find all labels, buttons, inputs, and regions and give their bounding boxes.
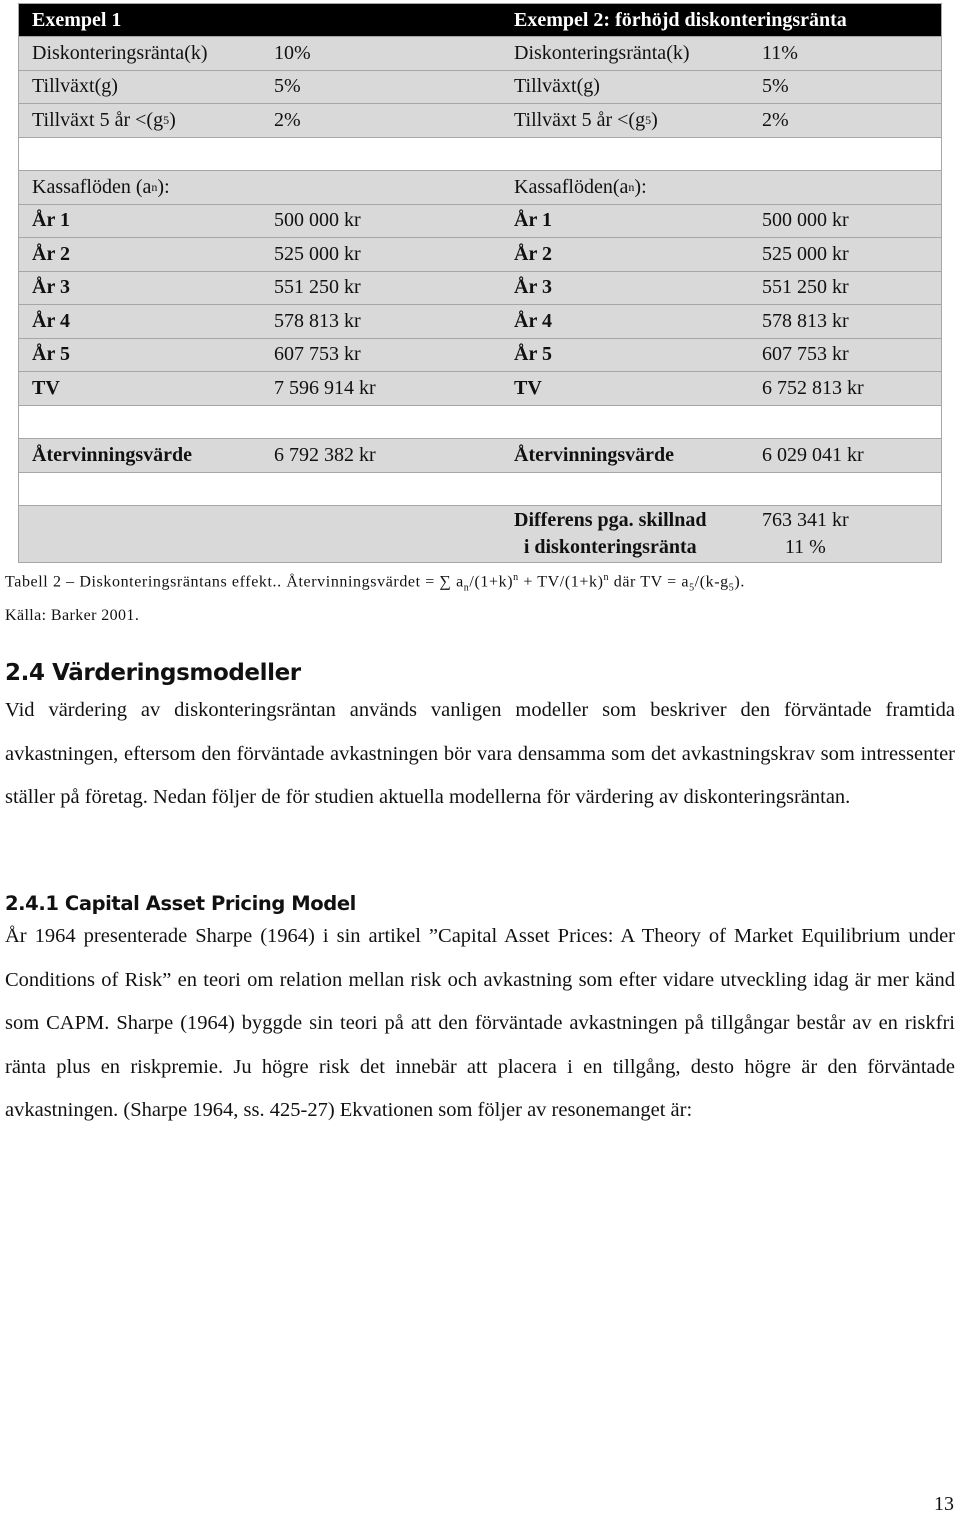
table-row — [18, 171, 942, 205]
page-number: 13 — [934, 1493, 954, 1515]
header-example-2: Exempel 2: förhöjd diskonteringsränta — [514, 8, 847, 31]
table-spacer-row — [18, 138, 942, 172]
table-source: Källa: Barker 2001. — [5, 607, 140, 624]
param-label: Diskonteringsränta(k) — [32, 41, 208, 64]
tv-label: TV — [32, 376, 60, 399]
recovery-label: Återvinningsvärde — [32, 443, 192, 466]
table-spacer-row — [18, 406, 942, 440]
year-label: År 2 — [514, 242, 552, 265]
cashflow-value: 500 000 kr — [274, 209, 361, 232]
param-value: 10% — [274, 41, 311, 64]
year-label: År 1 — [32, 209, 70, 232]
subsection-heading: 2.4.1 Capital Asset Pricing Model — [5, 892, 356, 915]
param-value: 2% — [762, 108, 789, 131]
year-label: År 3 — [32, 276, 70, 299]
year-label: År 3 — [514, 276, 552, 299]
cashflow-value: 578 813 kr — [274, 309, 361, 332]
valuation-table — [18, 3, 942, 563]
table-spacer-row — [18, 473, 942, 507]
recovery-value: 6 029 041 kr — [762, 443, 864, 466]
year-label: År 1 — [514, 209, 552, 232]
table-row — [18, 305, 942, 339]
param-value: 2% — [274, 108, 301, 131]
recovery-label: Återvinningsvärde — [514, 443, 674, 466]
cashflow-value: 525 000 kr — [762, 242, 849, 265]
tv-value: 6 752 813 kr — [762, 376, 864, 399]
section-body: Vid värdering av diskonteringsräntan används vanligen modeller som beskriver den förväntade framtida avkastningen, eftersom den förväntade avkastningen bör vara densamma som det avkastningskrav som intressenter ställer på företag. Nedan följer de för studien aktuella modellerna för värdering av diskonteringsräntan. — [5, 699, 955, 808]
cashflow-value: 525 000 kr — [274, 242, 361, 265]
difference-value: 763 341 kr 11 % — [762, 509, 849, 558]
table-row — [18, 205, 942, 239]
table-row — [18, 272, 942, 306]
subsection-body: År 1964 presenterade Sharpe (1964) i sin artikel ”Capital Asset Prices: A Theory of Market Equilibrium under Conditions of Risk” en teori om relation mellan risk och avkastning som efter vidare utveckling idag är mer känd som CAPM. Sharpe (1964) byggde sin teori på att den förväntade avkastningen på tillgångar består av en riskfri ränta plus en riskpremie. Ju högre risk det innebär att placera i en tillgång, desto högre är den förväntade avkastningen. (Sharpe 1964, ss. 425-27) Ekvationen som följer av resonemanget är: — [5, 925, 955, 1121]
table-caption: Tabell 2 – Diskonteringsräntans effekt.. Återvinningsvärdet = ∑ $a_n/(1+k)^n + TV/(1+k)^n$ där TV = $a_5/(k-g_5)$. — [5, 572, 745, 594]
year-label: År 5 — [32, 343, 70, 366]
cashflow-value: 551 250 kr — [762, 276, 849, 299]
difference-label: Differens pga. skillnad i diskonteringsränta — [514, 509, 707, 558]
param-label: Tillväxt(g) — [32, 75, 118, 98]
cashflow-value: 607 753 kr — [274, 343, 361, 366]
year-label: År 2 — [32, 242, 70, 265]
cashflow-value: 578 813 kr — [762, 309, 849, 332]
recovery-value: 6 792 382 kr — [274, 443, 376, 466]
year-label: År 4 — [32, 309, 70, 332]
param-value: 5% — [762, 75, 789, 98]
param-value: 11% — [762, 41, 798, 64]
cashflow-value: 500 000 kr — [762, 209, 849, 232]
table-header-row — [18, 3, 942, 37]
tv-value: 7 596 914 kr — [274, 376, 376, 399]
param-value: 5% — [274, 75, 301, 98]
tv-label: TV — [514, 376, 542, 399]
param-label: Tillväxt(g) — [514, 75, 600, 98]
table-row — [18, 238, 942, 272]
cashflow-value: 607 753 kr — [762, 343, 849, 366]
cashflow-value: 551 250 kr — [274, 276, 361, 299]
table-row — [18, 104, 942, 138]
difference-row — [18, 506, 942, 563]
table-row — [18, 372, 942, 406]
year-label: År 5 — [514, 343, 552, 366]
table-row — [18, 339, 942, 373]
header-example-1: Exempel 1 — [32, 8, 122, 31]
cashflow-label: Kassaflöden(a n ): — [514, 175, 647, 198]
param-label: Tillväxt 5 år <(g 5 ) — [32, 108, 176, 131]
table-row — [18, 37, 942, 71]
table-row — [18, 439, 942, 473]
section-heading: 2.4 Värderingsmodeller — [5, 660, 301, 686]
param-label: Tillväxt 5 år <(g 5 ) — [514, 108, 658, 131]
table-row — [18, 71, 942, 105]
cashflow-label: Kassaflöden (a n ): — [32, 175, 170, 198]
param-label: Diskonteringsränta(k) — [514, 41, 690, 64]
year-label: År 4 — [514, 309, 552, 332]
